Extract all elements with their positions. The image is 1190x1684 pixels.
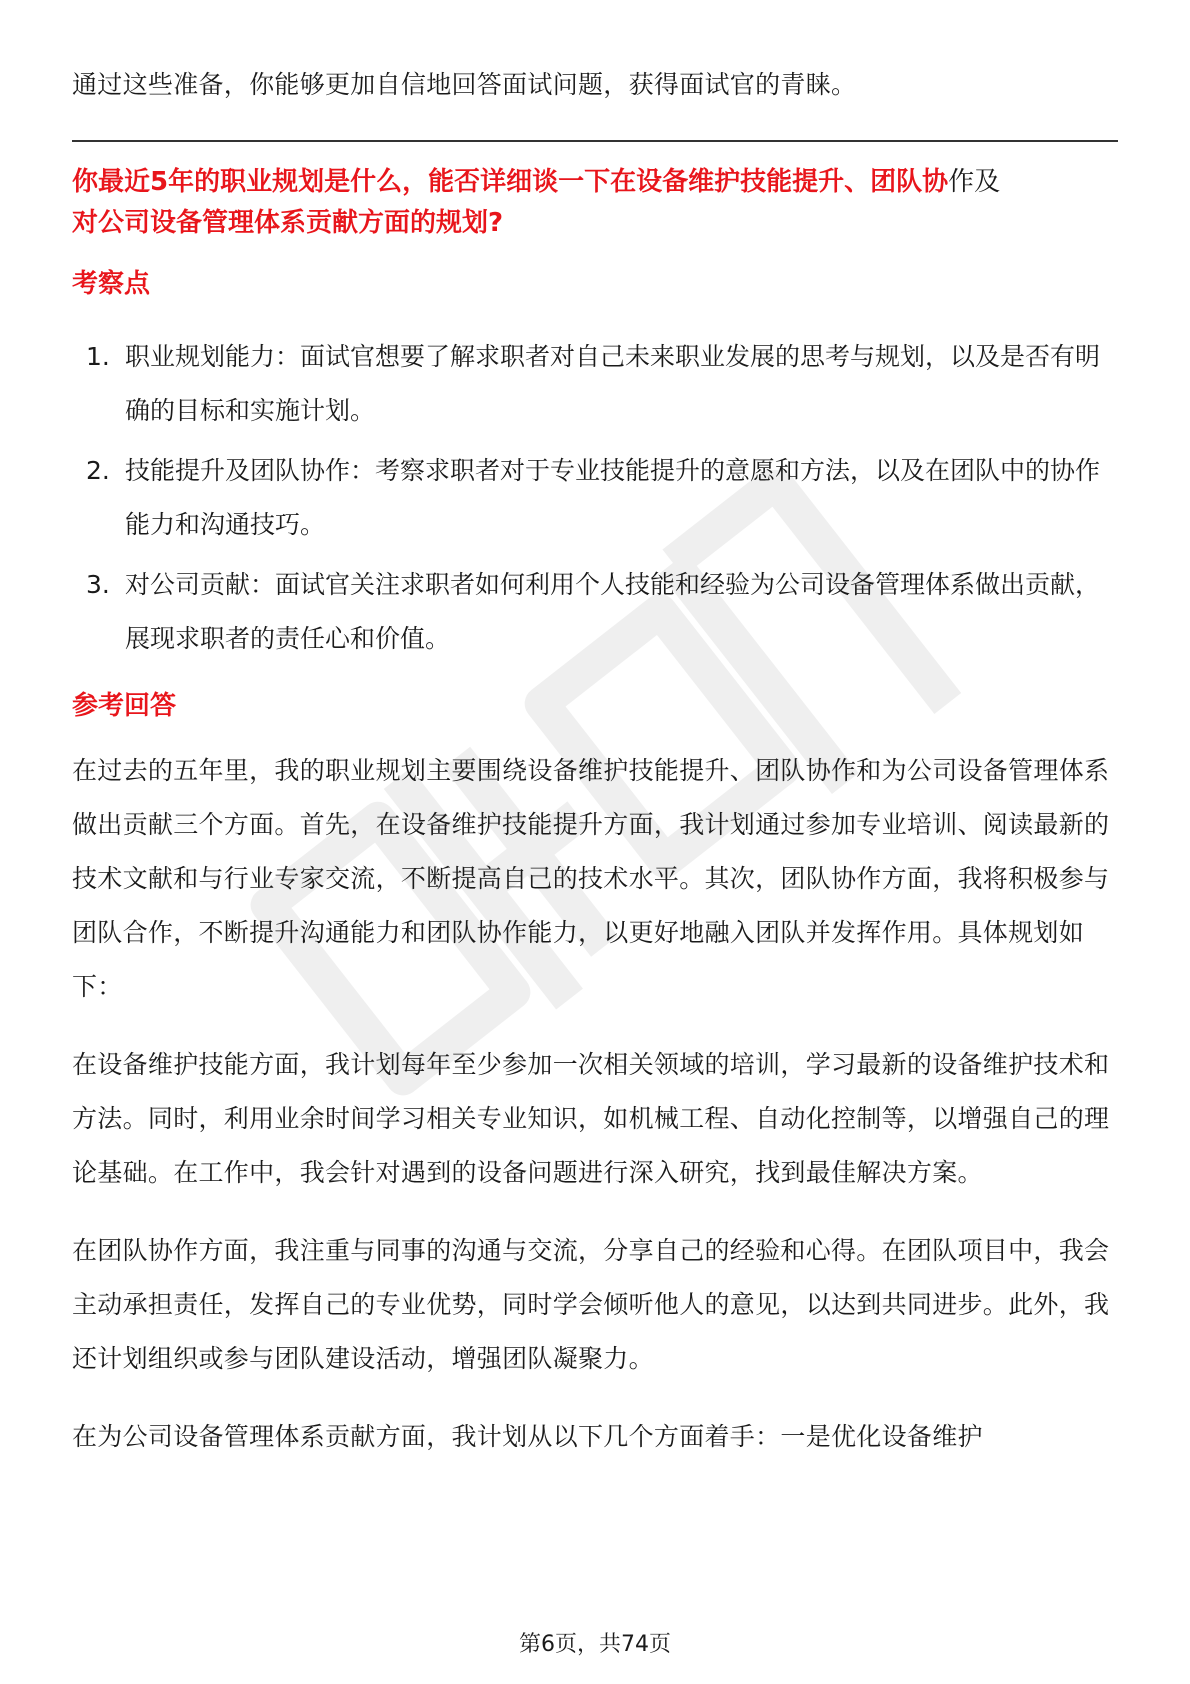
- answer-paragraph: 在设备维护技能方面，我计划每年至少参加一次相关领域的培训，学习最新的设备维护技术和方法。同时，利用业余时间学习相关专业知识，如机械工程、自动化控制等，以增强自己的理论基础。在工作中，我会针对遇到的设备问题进行深入研究，找到最佳解决方案。: [72, 1050, 1110, 1187]
- list-item-number: 2.: [86, 456, 110, 485]
- list-item-number: 1.: [86, 342, 110, 371]
- considerations-title: 考察点: [72, 269, 151, 299]
- question-text-part1: 你最近5年的职业规划是什么，能否详细谈一下在设备维护技能提升、团队协: [72, 167, 949, 197]
- question-text-part3: 对公司设备管理体系贡献方面的规划?: [72, 208, 504, 238]
- question-title: [72, 162, 1118, 244]
- answer-title: 参考回答: [72, 691, 177, 721]
- list-item: [72, 444, 1118, 552]
- question-text-part2: 作及: [948, 167, 1001, 197]
- list-item-text: 对公司贡献：面试官关注求职者如何利用个人技能和经验为公司设备管理体系做出贡献，展现求职者的责任心和价值。: [125, 570, 1101, 653]
- list-item: [72, 558, 1118, 666]
- section-divider: [72, 140, 1118, 142]
- intro-line: 通过这些准备，你能够更加自信地回答面试问题，获得面试官的青睐。: [72, 70, 857, 99]
- content: [72, 58, 1118, 1464]
- page-footer: 第6页，共74页: [519, 1632, 671, 1657]
- considerations-list: [72, 330, 1118, 666]
- list-item-text: 职业规划能力：面试官想要了解求职者对自己未来职业发展的思考与规划，以及是否有明确的目标和实施计划。: [125, 342, 1101, 425]
- answer-paragraph: 在为公司设备管理体系贡献方面，我计划从以下几个方面着手：一是优化设备维护: [72, 1422, 983, 1451]
- list-item-number: 3.: [86, 570, 110, 599]
- answer-paragraph: 在团队协作方面，我注重与同事的沟通与交流，分享自己的经验和心得。在团队项目中，我会主动承担责任，发挥自己的专业优势，同时学会倾听他人的意见，以达到共同进步。此外，我还计划组织或参与团队建设活动，增强团队凝聚力。: [72, 1236, 1110, 1373]
- list-item: [72, 330, 1118, 438]
- list-item-text: 技能提升及团队协作：考察求职者对于专业技能提升的意愿和方法，以及在团队中的协作能力和沟通技巧。: [125, 456, 1101, 539]
- answer-paragraph: 在过去的五年里，我的职业规划主要围绕设备维护技能提升、团队协作和为公司设备管理体系做出贡献三个方面。首先，在设备维护技能提升方面，我计划通过参加专业培训、阅读最新的技术文献和与行业专家交流，不断提高自己的技术水平。其次，团队协作方面，我将积极参与团队合作，不断提升沟通能力和团队协作能力，以更好地融入团队并发挥作用。具体规划如下：: [72, 756, 1110, 1001]
